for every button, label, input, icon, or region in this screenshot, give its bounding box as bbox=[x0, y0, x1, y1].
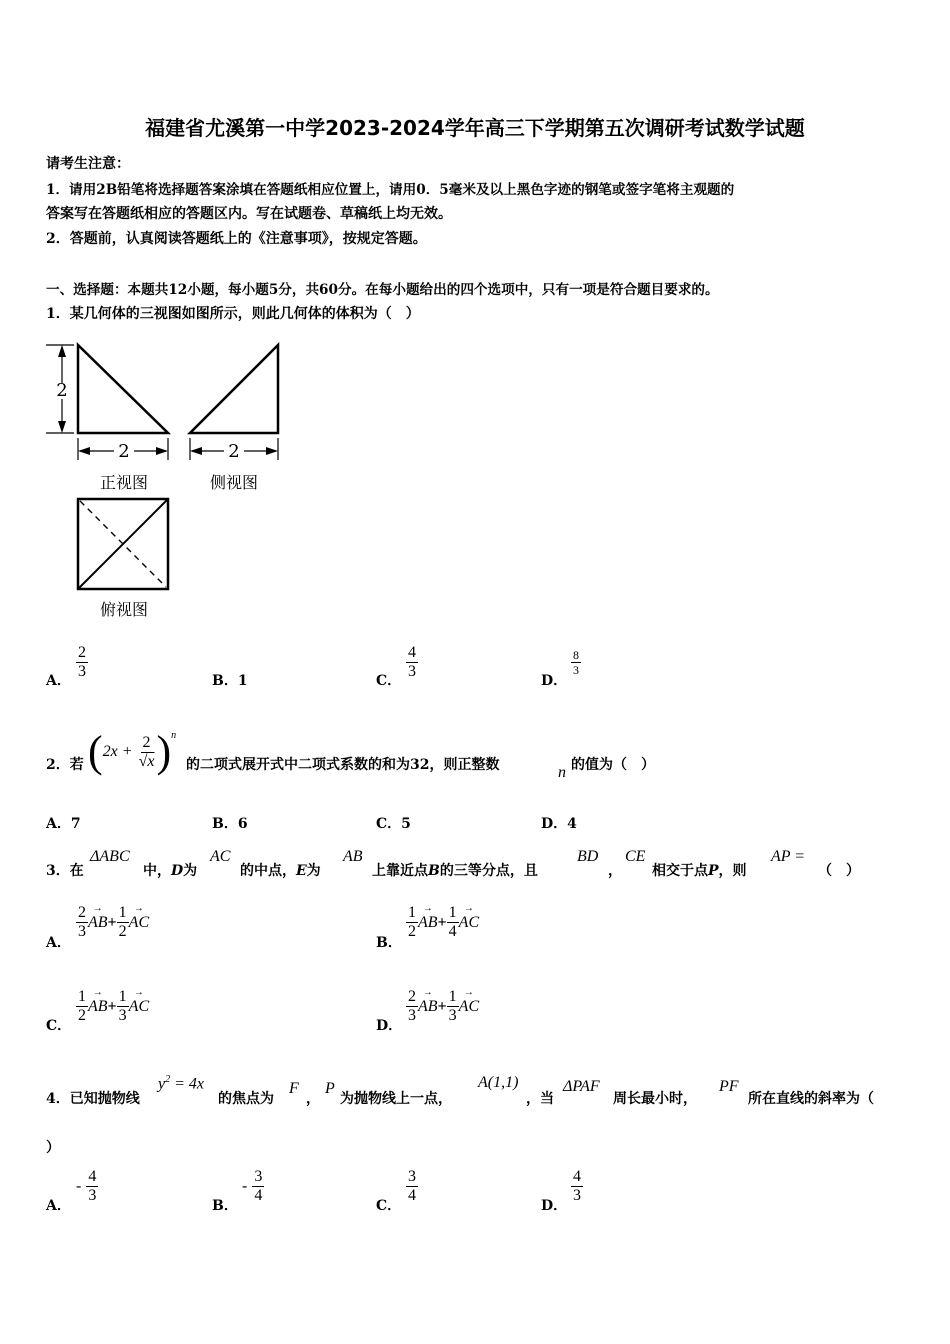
q1-option-a-label: A． bbox=[46, 673, 71, 689]
q1-option-c-label: C． bbox=[376, 673, 402, 689]
q3-option-d-label: D． bbox=[376, 1018, 403, 1034]
front-view-label: 正视图 bbox=[99, 473, 149, 492]
q3-paren: （ ） bbox=[818, 863, 860, 879]
three-view-figure bbox=[40, 335, 300, 625]
top-view-label: 俯视图 bbox=[99, 600, 149, 619]
q3-ab: AB bbox=[343, 848, 363, 865]
q4-comma: ， bbox=[306, 1091, 320, 1107]
q3-text-5: 相交于点P，则 bbox=[652, 863, 747, 879]
front-width-label: 2 bbox=[118, 441, 130, 462]
q3-bd: BD bbox=[577, 848, 599, 865]
q3-ac: AC bbox=[210, 848, 231, 865]
q3-option-b-value: $\frac{1}{2}$ → AB+ $\frac{1}{4}$ → AC bbox=[406, 904, 479, 941]
q4-option-c-value: $\frac{3}{4}$ bbox=[408, 1168, 416, 1204]
q1-option-c-value: $\frac{4}{3}$ bbox=[408, 644, 416, 680]
q1-option-d-label: D． bbox=[541, 673, 568, 689]
q3-option-d-value: $\frac{2}{3}$ → AB+ $\frac{1}{3}$ → AC bbox=[406, 988, 479, 1025]
front-view-shape bbox=[78, 345, 168, 433]
q3-option-a-value: $\frac{2}{3}$ → AB+ $\frac{1}{2}$ → AC bbox=[76, 904, 149, 941]
q4-text-6: 所在直线的斜率为（ bbox=[748, 1091, 874, 1107]
notice-heading: 请考生注意： bbox=[46, 156, 130, 172]
q3-ce: CE bbox=[625, 848, 646, 865]
q2-option-a: A．7 bbox=[46, 816, 81, 832]
q4-text-4: ，当 bbox=[526, 1091, 554, 1107]
section-heading: 一、选择题：本题共12小题，每小题5分，共60分。在每小题给出的四个选项中，只有一项是符合题目要求的。 bbox=[46, 282, 719, 298]
q2-prefix: 2．若 bbox=[46, 757, 84, 773]
q2-option-d: D．4 bbox=[541, 816, 577, 832]
q2-variable-n: n bbox=[558, 764, 566, 781]
q3-option-a-label: A． bbox=[46, 935, 71, 951]
q4-point-a: A(1,1) bbox=[478, 1074, 519, 1091]
side-view-label: 侧视图 bbox=[209, 473, 259, 492]
q4-triangle: ΔPAF bbox=[563, 1078, 600, 1095]
q4-f: F bbox=[289, 1080, 299, 1097]
q1-option-b: B．1 bbox=[212, 673, 248, 689]
q4-option-b-value: - $\frac{3}{4}$ bbox=[242, 1168, 263, 1204]
q3-triangle: ΔABC bbox=[90, 848, 130, 865]
q3-text-4: 上靠近点B的三等分点，且 bbox=[372, 863, 538, 879]
q4-option-a-value: - $\frac{4}{3}$ bbox=[76, 1168, 97, 1204]
q4-pf: PF bbox=[719, 1078, 739, 1095]
q2-option-b: B．6 bbox=[212, 816, 248, 832]
q2-expression: (2x + $\frac{2}{√x}$ )$^n$ bbox=[88, 727, 177, 776]
q2-middle-text: 的二项式展开式中二项式系数的和为32，则正整数 bbox=[186, 757, 500, 773]
question-1-stem: 1．某几何体的三视图如图所示，则此几何体的体积为（ ） bbox=[46, 306, 420, 322]
q4-text-1: 4．已知抛物线 bbox=[46, 1091, 140, 1107]
q3-text-3: 的中点，E为 bbox=[240, 863, 321, 879]
notice-line-1b: 答案写在答题纸相应的答题区内。写在试题卷、草稿纸上均无效。 bbox=[46, 206, 452, 222]
q4-option-d-label: D． bbox=[541, 1198, 568, 1214]
q4-text-2: 的焦点为 bbox=[218, 1091, 274, 1107]
q4-text-3: 为抛物线上一点， bbox=[340, 1091, 452, 1107]
q3-text-2: 中，D为 bbox=[143, 863, 198, 879]
q4-p: P bbox=[325, 1080, 335, 1097]
q4-text-7: ） bbox=[46, 1140, 60, 1156]
q4-option-d-value: $\frac{4}{3}$ bbox=[573, 1168, 581, 1204]
side-width-label: 2 bbox=[228, 441, 240, 462]
notice-line-2: 2．答题前，认真阅读答题纸上的《注意事项》，按规定答题。 bbox=[46, 231, 427, 247]
notice-line-1a: 1．请用2B铅笔将选择题答案涂填在答题纸相应位置上，请用0．5毫米及以上黑色字迹的钢笔或签字笔将主观题的 bbox=[46, 182, 735, 198]
q4-option-a-label: A． bbox=[46, 1198, 71, 1214]
q3-ap: AP = bbox=[771, 848, 806, 865]
q3-text-1: 3．在 bbox=[46, 863, 84, 879]
q1-option-a-value: $\frac{2}{3}$ bbox=[78, 644, 86, 680]
q1-option-d-value: $\frac{8}{3}$ bbox=[573, 648, 579, 677]
q4-parabola: $y^2 = 4x$ bbox=[158, 1074, 205, 1093]
front-height-label: 2 bbox=[56, 380, 68, 401]
side-view-shape bbox=[190, 345, 278, 433]
q2-suffix: 的值为（ ） bbox=[571, 757, 655, 773]
page-title: 福建省尤溪第一中学2023-2024学年高三下学期第五次调研考试数学试题 bbox=[145, 116, 805, 140]
q3-comma: ， bbox=[608, 863, 622, 879]
q3-option-c-value: $\frac{1}{2}$ → AB+ $\frac{1}{3}$ → AC bbox=[76, 988, 149, 1025]
q4-option-b-label: B． bbox=[212, 1198, 238, 1214]
q4-option-c-label: C． bbox=[376, 1198, 402, 1214]
q3-option-b-label: B． bbox=[376, 935, 402, 951]
q4-text-5: 周长最小时， bbox=[613, 1091, 697, 1107]
q3-option-c-label: C． bbox=[46, 1018, 72, 1034]
q2-option-c: C．5 bbox=[376, 816, 411, 832]
